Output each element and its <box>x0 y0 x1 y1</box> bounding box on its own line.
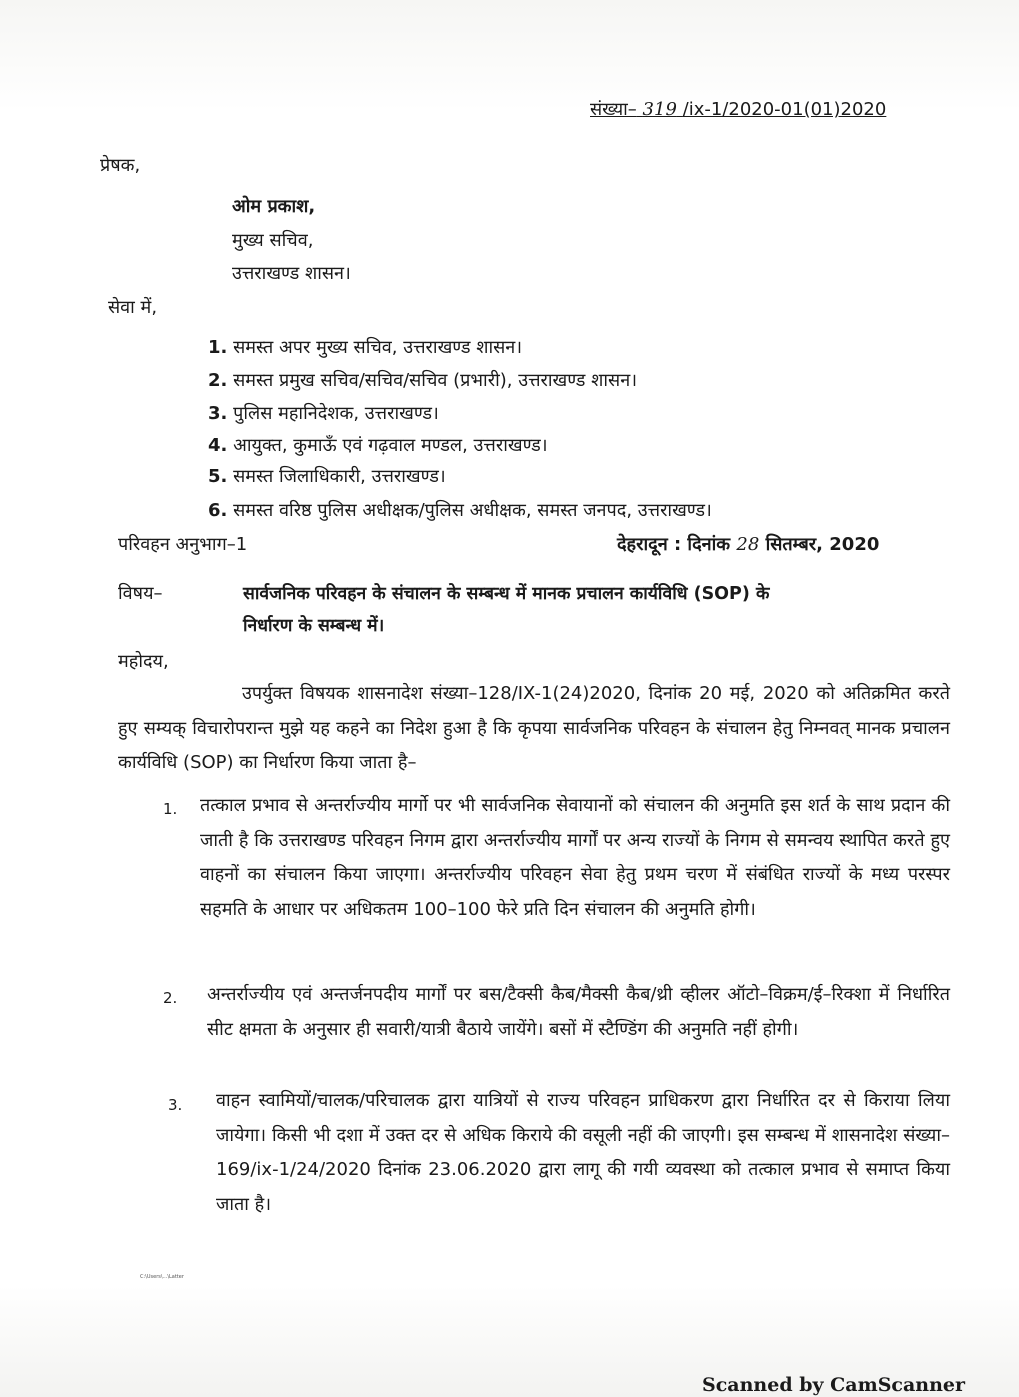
subject-line-2: निर्धारण के सम्बन्ध में। <box>243 616 385 636</box>
recipient-item: 4. आयुक्त, कुमाऊँ एवं गढ़वाल मण्डल, उत्तराखण्ड। <box>208 435 548 456</box>
salutation: महोदय, <box>118 651 169 672</box>
recipient-item: 1. समस्त अपर मुख्य सचिव, उत्तराखण्ड शासन। <box>208 337 523 358</box>
date-handwritten: 28 <box>736 534 760 555</box>
point-paragraph: वाहन स्वामियों/चालक/परिचालक द्वारा यात्रियों से राज्य परिवहन प्राधिकरण द्वारा निर्धारित दर से किराया लिया जायेगा। किसी भी दशा में उक्त दर से अधिक किराये की वसूली नहीं की जाएगी। इस सम्बन्ध में शासनादेश संख्या–169/ix-1/24/2020 दिनांक 23.06.2020 द्वारा लागू की गयी व्यवस्था को तत्काल प्रभाव से समाप्त किया जाता है। <box>216 1090 950 1215</box>
section-name: परिवहन अनुभाग–1 <box>118 534 248 555</box>
scanner-watermark: Scanned by CamScanner <box>702 1374 966 1396</box>
point-number: 2. <box>163 989 178 1007</box>
recipient-item: 3. पुलिस महानिदेशक, उत्तराखण्ड। <box>208 403 439 424</box>
recipient-item: 6. समस्त वरिष्ठ पुलिस अधीक्षक/पुलिस अधीक्षक, समस्त जनपद, उत्तराखण्ड। <box>208 500 712 521</box>
sender-title: मुख्य सचिव, <box>232 230 314 251</box>
sender-govt: उत्तराखण्ड शासन। <box>232 263 351 284</box>
file-path-footnote: C:\Users\...\Latter <box>140 1274 184 1280</box>
place-date: देहरादून : दिनांक 28 सितम्बर, 2020 <box>617 534 880 555</box>
recipient-item: 2. समस्त प्रमुख सचिव/सचिव/सचिव (प्रभारी), उत्तराखण्ड शासन। <box>208 370 638 391</box>
point-paragraph: अन्तर्राज्यीय एवं अन्तर्जनपदीय मार्गों पर बस/टैक्सी कैब/मैक्सी कैब/थ्री व्हीलर ऑटो–विक्रम/ई–रिक्शा में निर्धारित सीट क्षमता के अनुसार ही सवारी/यात्री बैठाये जायेंगे। बसों में स्टैण्डिंग की अनुमति नहीं होगी। <box>207 984 950 1040</box>
point-paragraph: तत्काल प्रभाव से अन्तर्राज्यीय मार्गो पर भी सार्वजनिक सेवायानों को संचालन की अनुमति इस शर्त के साथ प्रदान की जाती है कि उत्तराखण्ड परिवहन निगम द्वारा अन्तर्राज्यीय मार्गों पर अन्य राज्यों के निगम से समन्वय स्थापित करते हुए वाहनों का संचालन किया जाएगा। अन्तर्राज्यीय परिवहन सेवा हेतु प्रथम चरण में संबंधित राज्यों के मध्य परस्पर सहमति के आधार पर अधिकतम 100–100 फेरे प्रति दिन संचालन की अनुमति होगी। <box>200 795 950 920</box>
ref-handwritten-number: 319 <box>642 99 677 120</box>
sender-name: ओम प्रकाश, <box>232 196 316 217</box>
point-number: 1. <box>163 800 178 818</box>
recipient-item: 5. समस्त जिलाधिकारी, उत्तराखण्ड। <box>208 466 446 487</box>
ref-prefix: संख्या– <box>590 99 637 120</box>
sender-label: प्रेषक, <box>100 155 141 176</box>
to-label: सेवा में, <box>108 297 158 318</box>
point-number: 3. <box>168 1096 183 1114</box>
subject-label: विषय– <box>118 583 163 604</box>
reference-number <box>590 98 886 122</box>
ref-suffix: /ix-1/2020-01(01)2020 <box>682 99 887 120</box>
intro-paragraph: उपर्युक्त विषयक शासनादेश संख्या–128/IX-1(24)2020, दिनांक 20 मई, 2020 को अतिक्रमित करते हुए सम्यक् विचारोपरान्त मुझे यह कहने का निदेश हुआ है कि कृपया सार्वजनिक परिवहन के संचालन हेतु निम्नवत् मानक प्रचालन कार्यविधि (SOP) का निर्धारण किया जाता है– <box>118 683 950 773</box>
subject-line-1: सार्वजनिक परिवहन के संचालन के सम्बन्ध में मानक प्रचालन कार्यविधि (SOP) के <box>243 584 770 604</box>
